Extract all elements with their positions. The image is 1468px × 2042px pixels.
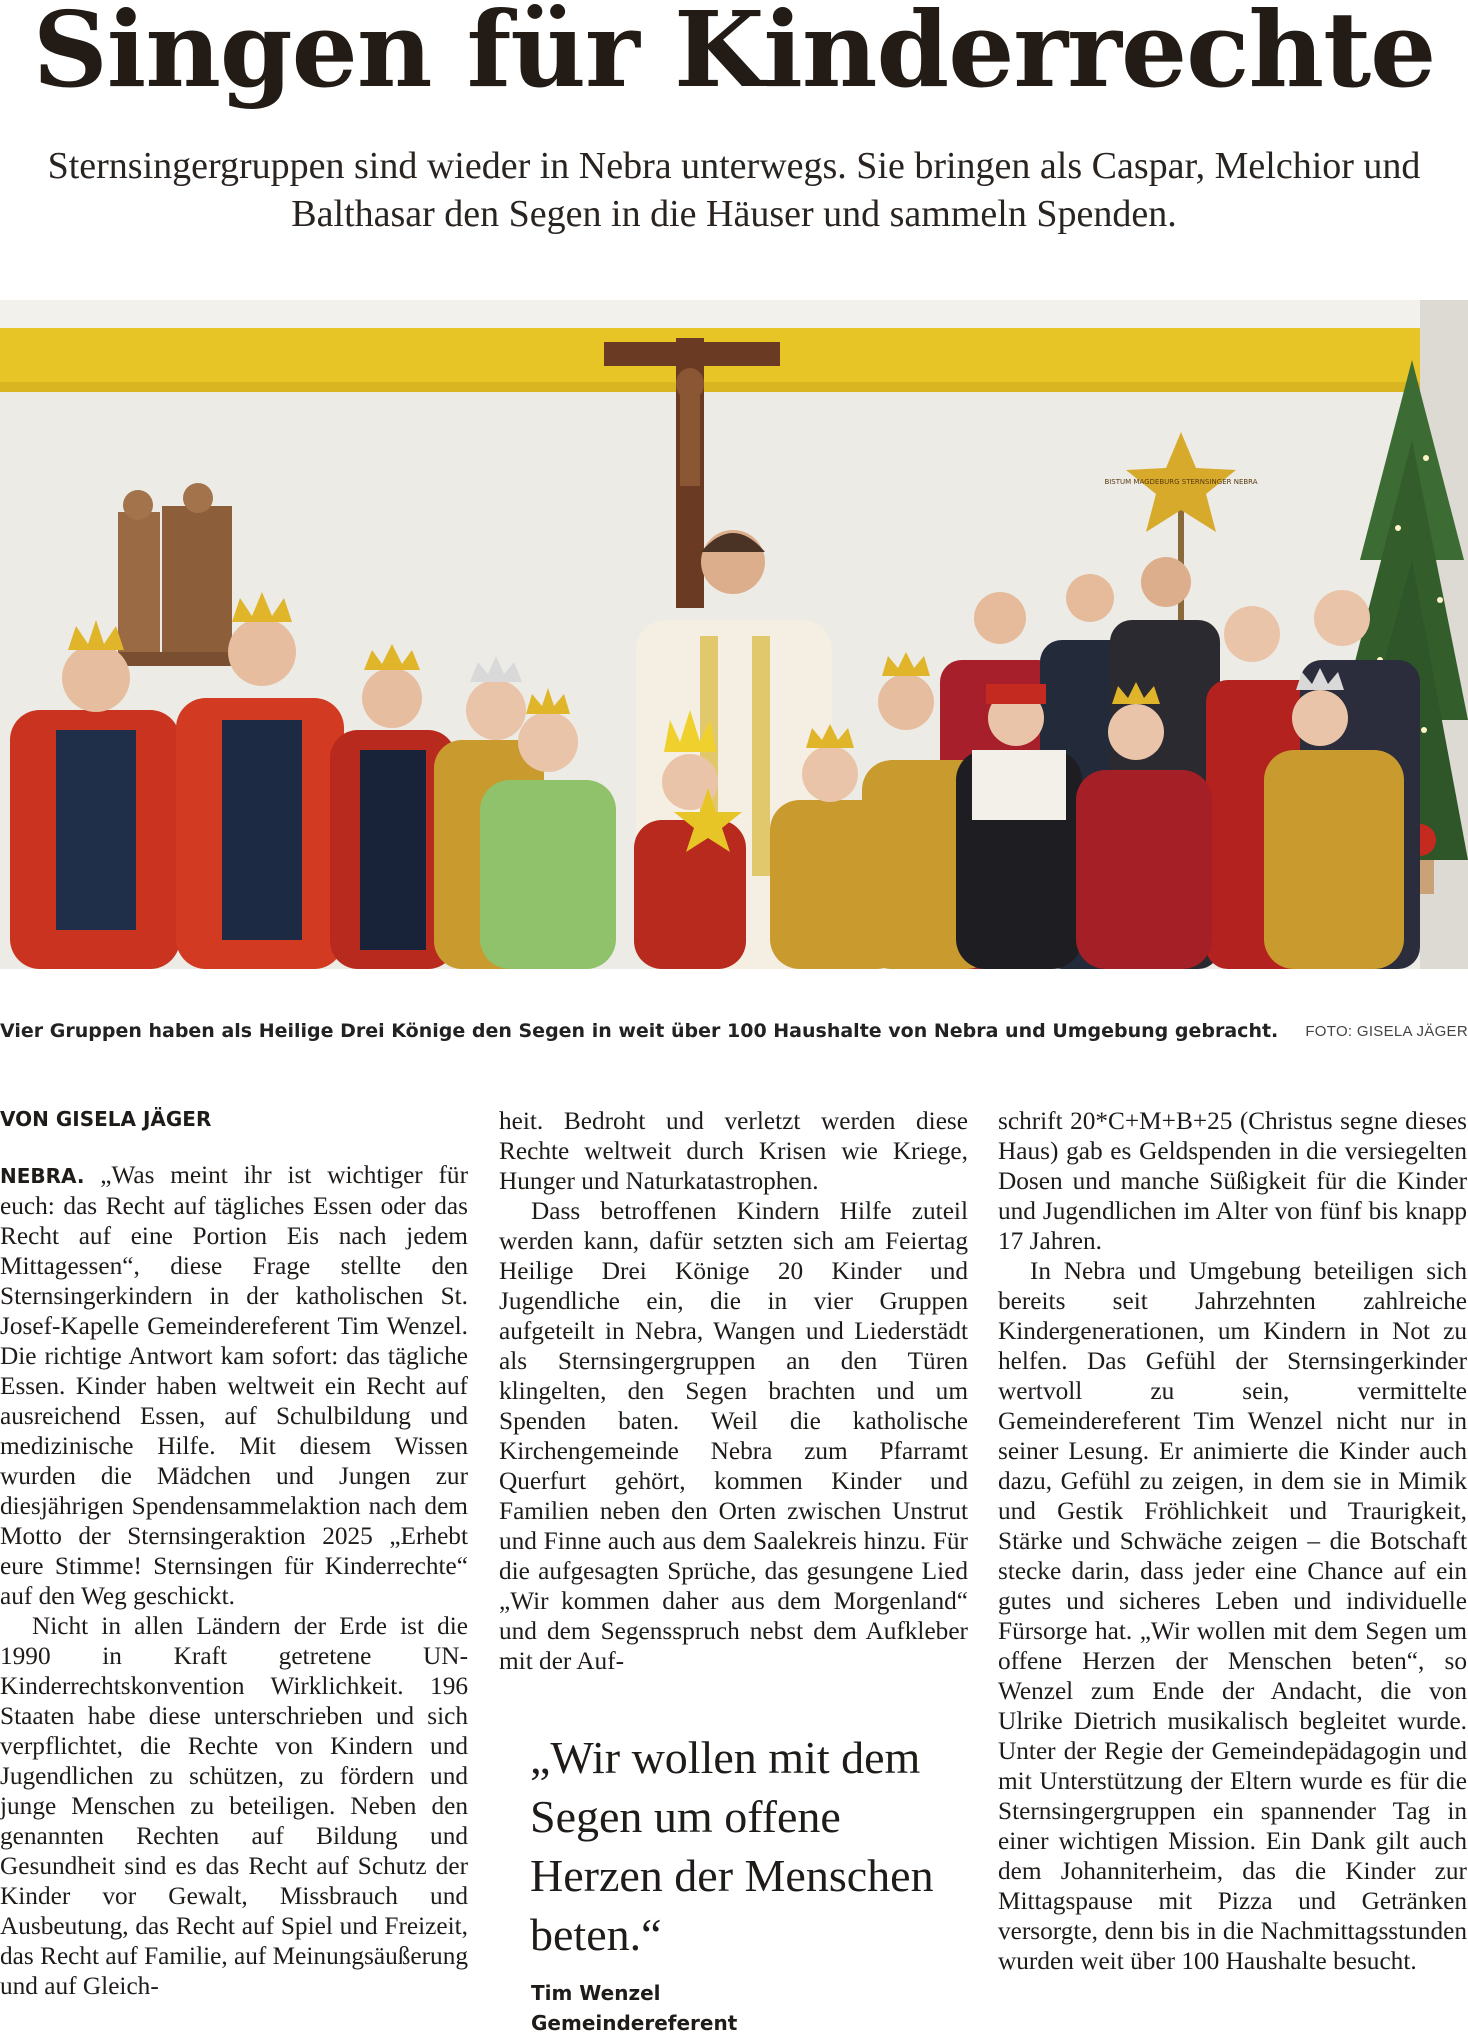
paragraph: Nicht in allen Ländern der Erde ist die 1990 in Kraft getretene UN-Kinderrechtskonvention Wirklichkeit. 196 Staaten habe diese unterschrieben und sich verpflichtet, die Rechte von Kindern und Jugendlichen zu schützen, zu fördern und junge Menschen zu beteiligen. Neben den genannten Rechten auf Bildung und Gesundheit sind es das Recht auf Schutz der Kinder vor Gewalt, Missbrauch und Ausbeutung, das Recht auf Spiel und Freizeit, das Recht auf Familie, auf Meinungsäußerung und auf Gleich- — [0, 1612, 468, 2000]
paragraph — [0, 1160, 468, 1611]
article-column-2 — [499, 1106, 968, 1676]
pull-quote-attribution — [531, 1978, 737, 2038]
wooden-statue — [112, 483, 238, 666]
article-column-1 — [0, 1160, 468, 2001]
article-photo — [0, 300, 1468, 969]
paragraph: heit. Bedroht und verletzt werden diese Rechte weltweit durch Krisen wie Kriege, Hunger und Naturkatastrophen. — [499, 1107, 968, 1195]
headline: Singen für Kinderrechte — [32, 0, 1436, 111]
byline: VON GISELA JÄGER — [0, 1107, 212, 1131]
paragraph-text: „Was meint ihr ist wichtiger für euch: das Recht auf tägliches Essen oder das Recht auf eine Portion Eis nach jedem Mittagessen“, diese Frage stellte den Sternsingerkindern in der katholischen St. Josef-Kapelle Gemeindereferent Tim Wenzel. Die richtige Antwort kam sofort: das tägliche Essen. Kinder haben weltweit ein Recht auf ausreichend Essen, auf Schulbildung und medizinische Hilfe. Mit diesem Wissen wurden die Mädchen und Jungen zur diesjährigen Spendensammelaktion nach dem Motto der Sternsingeraktion 2025 „Erhebt eure Stimme! Sternsingen für Kinderrechte“ auf den Weg geschickt. — [0, 1161, 468, 1610]
photo-caption: Vier Gruppen haben als Heilige Drei Könige den Segen in weit über 100 Haushalte von Nebra und Umgebung gebracht. — [0, 1020, 1279, 1042]
pull-quote-author-role: Gemeindereferent — [531, 2011, 738, 2035]
subheadline: Sternsingergruppen sind wieder in Nebra unterwegs. Sie bringen als Caspar, Melchior und Balthasar den Segen in die Häuser und sammeln Spenden. — [47, 145, 1421, 235]
paragraph: Dass betroffenen Kindern Hilfe zuteil werden kann, dafür setzten sich am Feiertag Heilige Drei Könige 20 Kinder und Jugendliche ein, die in vier Gruppen aufgeteilt in Nebra, Wangen und Liederstädt als Sternsingergruppen an den Türen klingelten, den Segen brachten und um Spenden baten. Weil die katholische Kirchengemeinde Nebra zum Pfarramt Querfurt gehört, kommen Kinder und Familien neben den Orten zwischen Unstrut und Finne auch aus dem Saalekreis hinzu. Für die aufgesagten Sprüche, das gesungene Lied „Wir kommen daher aus dem Morgenland“ und dem Segensspruch nebst dem Aufkleber mit der Auf- — [499, 1197, 968, 1675]
star-sign-text: BISTUM MAGDEBURG STERNSINGER NEBRA — [1104, 478, 1258, 486]
sternsinger-group-photo — [0, 300, 1468, 969]
pull-quote: „Wir wollen mit dem Segen um offene Herzen der Menschen beten.“ — [530, 1732, 934, 1960]
pull-quote-author-name: Tim Wenzel — [531, 1981, 661, 2005]
article-column-3 — [998, 1106, 1467, 1976]
paragraph: schrift 20*C+M+B+25 (Christus segne dieses Haus) gab es Geldspenden in die versiegelten Dosen und manche Süßigkeit für die Kinder und Jugendlichen im Alter von fünf bis knapp 17 Jahren. — [998, 1107, 1467, 1255]
photo-credit: FOTO: GISELA JÄGER — [1305, 1023, 1468, 1040]
paragraph: In Nebra und Umgebung beteiligen sich bereits seit Jahrzehnten zahlreiche Kindergenerationen, um Kindern in Not zu helfen. Das Gefühl der Sternsingerkinder wertvoll zu sein, vermittelte Gemeindereferent Tim Wenzel nicht nur in seiner Lesung. Er animierte die Kinder auch dazu, Gefühl zu zeigen, in dem sie in Mimik und Gestik Fröhlichkeit und Traurigkeit, Stärke und Schwäche zeigen – die Botschaft stecke darin, dass jeder eine Chance auf ein gutes und sicheres Leben und individuelle Fürsorge hat. „Wir wollen mit dem Segen um offene Herzen der Menschen beten“, so Wenzel zum Ende der Andacht, die von Ulrike Dietrich musikalisch begleitet wurde. Unter der Regie der Gemeindepädagogin und mit Unterstützung der Eltern wurde es für die Sternsingergruppen ein spannender Tag in einer wichtigen Mission. Ein Dank gilt auch dem Johanniterheim, das die Kinder zur Mittagspause mit Pizza und Getränken versorgte, denn bis in die Nachmittagsstunden wurden weit über 100 Haushalte besucht. — [998, 1257, 1467, 1975]
dateline: NEBRA. — [0, 1164, 85, 1188]
